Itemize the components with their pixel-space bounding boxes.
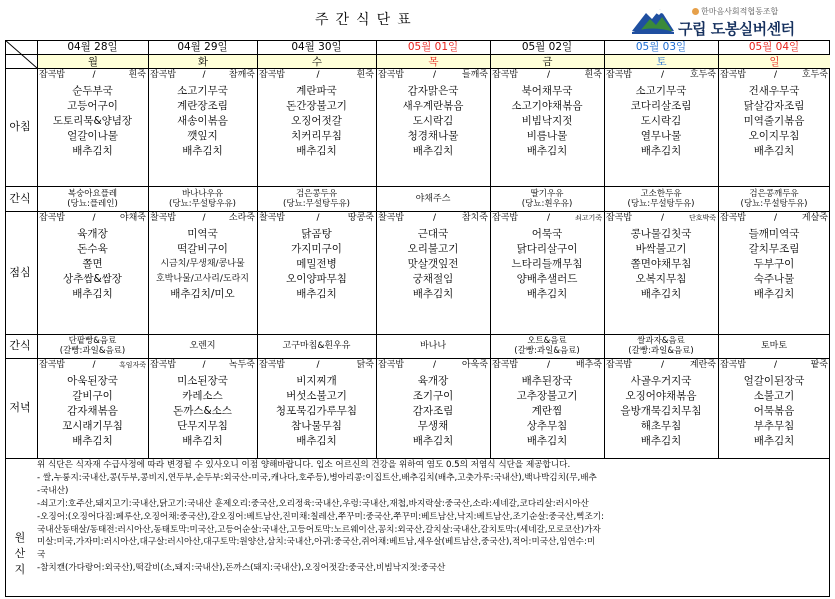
- menu-item: 배추김치: [526, 145, 568, 157]
- menu-item: 아욱된장국: [67, 375, 118, 387]
- day-name: 금: [491, 55, 604, 68]
- menu-item: 버섯소불고기: [286, 390, 347, 402]
- menu-item: 가지미구이: [291, 243, 342, 255]
- rice-label: 잡곡밥: [150, 70, 177, 80]
- slash-separator: /: [92, 360, 96, 370]
- menu-item: 닭다리살구이: [516, 243, 578, 255]
- menu-item: 배추김치: [412, 288, 454, 300]
- menu-item: 도시락김: [412, 115, 454, 127]
- dinner-items: [257, 374, 376, 449]
- slash-separator: /: [774, 360, 778, 370]
- slash-separator: /: [547, 213, 551, 223]
- dinner-items: [604, 374, 718, 449]
- morning-snack: [257, 186, 376, 211]
- menu-item: 건새우무국: [748, 85, 800, 97]
- menu-item: 배추김치: [640, 435, 682, 447]
- menu-item: 오징어젓갈: [291, 115, 342, 127]
- menu-item: 을방개묵김치무침: [620, 405, 702, 417]
- day-date: 04월 29일: [177, 41, 228, 53]
- menu-item: 배추김치: [753, 288, 795, 300]
- day-date: 05월 02일: [521, 41, 573, 53]
- breakfast-items: [718, 84, 830, 159]
- menu-item: 상추무침: [526, 420, 568, 432]
- snack-item: 복숭아요플레: [67, 188, 118, 199]
- center-logo: [630, 3, 830, 37]
- menu-item: 배추김치: [182, 145, 223, 157]
- menu-item: 해초무침: [640, 420, 682, 432]
- rice-label: 찰곡밥: [259, 213, 286, 223]
- menu-item: 갈치무조림: [748, 243, 800, 255]
- slash-separator: /: [774, 213, 778, 223]
- rice-label: 잡곡밥: [378, 360, 405, 370]
- porridge-label: 야채죽: [119, 213, 146, 223]
- menu-item: 쫄면: [82, 258, 103, 270]
- menu-item: 배추김치: [296, 145, 337, 157]
- rice-label: 잡곡밥: [259, 70, 286, 80]
- menu-item: 육개장: [77, 228, 108, 240]
- snack-item: (당뇨:무설탕두유): [283, 198, 350, 209]
- menu-item: 미역국: [187, 228, 218, 240]
- notes-line: 위 식단은 식자재 수급사정에 따라 변경될 수 있사오니 이점 양해바랍니다. 입소 어르신의 건강을 위하여 염도 0.5의 저염식 식단을 제공합니다.: [37, 460, 571, 470]
- slash-separator: /: [433, 360, 437, 370]
- day-name: 화: [149, 55, 257, 68]
- page-title: 주간식단표: [315, 12, 418, 28]
- dinner-header: [39, 359, 146, 372]
- menu-item: 갈비구이: [72, 390, 113, 402]
- slash-separator: /: [92, 213, 96, 223]
- rice-label: 잡곡밥: [492, 70, 519, 80]
- menu-item: 배추김치: [296, 435, 337, 447]
- notes-line: 국내산동태살/동태전:러시아산,동태토막:미국산,고등어순살:국내산,고등어토막:노르웨이산,꽁치:외국산,갈치살:국내산,갈치토막:(세네갈,모로코산)가자: [37, 524, 601, 535]
- slash-separator: /: [202, 70, 206, 80]
- menu-item: 배추김치: [640, 145, 682, 157]
- table-line: [5, 596, 830, 597]
- dinner-items: [718, 374, 830, 449]
- snack-item: (당뇨:무설탕우유): [169, 198, 236, 209]
- menu-item: 비빔낙지젓: [521, 115, 573, 127]
- afternoon-snack: [148, 334, 257, 358]
- breakfast-items: [257, 84, 376, 159]
- dinner-header: [492, 359, 602, 372]
- menu-item: 오복지무침: [635, 273, 687, 285]
- snack-item: (당뇨:무설탕두유): [740, 198, 808, 209]
- menu-item: 메밀전병: [296, 258, 337, 270]
- slash-separator: /: [661, 360, 665, 370]
- dinner-header: [720, 359, 828, 372]
- lunch-items: [604, 227, 718, 302]
- menu-item: 소고기무국: [635, 85, 687, 97]
- menu-item: 배추김치: [412, 145, 454, 157]
- page-header: [0, 0, 835, 40]
- snack-item: (갈빵:과일&음료): [514, 346, 580, 356]
- menu-item: 근대국: [417, 228, 449, 240]
- menu-item: 계란파국: [296, 85, 337, 97]
- afternoon-snack: [490, 334, 604, 358]
- row-label-snack2: 간식: [9, 339, 31, 352]
- rice-label: 잡곡밥: [150, 360, 177, 370]
- slash-separator: /: [92, 70, 96, 80]
- menu-item: 돈간장불고기: [286, 100, 347, 112]
- rice-label: 잡곡밥: [720, 213, 747, 223]
- slash-separator: /: [202, 360, 206, 370]
- rice-label: 잡곡밥: [606, 213, 633, 223]
- snack-item: (당뇨:플레인): [67, 198, 118, 209]
- logo-name: 구립 도봉실버센터: [678, 20, 795, 38]
- menu-item: 소불고기: [753, 390, 795, 402]
- corner-diagonal: [5, 40, 37, 68]
- menu-item: 깻잎지: [187, 130, 218, 142]
- menu-item: 배추김치: [72, 288, 113, 300]
- porridge-label: 쇠고기죽: [574, 214, 602, 222]
- day-date: 05월 04일: [748, 41, 800, 53]
- menu-item: 오이지무침: [748, 130, 800, 142]
- menu-item: 꼬시래기무침: [62, 420, 123, 432]
- slash-separator: /: [202, 213, 206, 223]
- slash-separator: /: [661, 70, 665, 80]
- lunch-header: [378, 212, 488, 225]
- day-name: 수: [258, 55, 376, 68]
- dinner-header: [150, 359, 255, 372]
- menu-item: 숙주나물: [753, 273, 795, 285]
- menu-item: 청포묵김가루무침: [275, 405, 358, 417]
- menu-item: 비지찌개: [296, 375, 337, 387]
- slash-separator: /: [316, 70, 320, 80]
- day-date: 05월 03일: [635, 41, 687, 53]
- porridge-label: 계란죽: [689, 360, 716, 370]
- notes-line: -오징어:(오징어다짐:페루산,오징어채:중국산),갈오징어:베트남산,진미채:칠레산,쭈꾸미:중국산,쭈꾸미:베트남산,낙지:베트남산,조기순살:중국산,삑조기:: [37, 511, 605, 522]
- menu-item: 소고기야채볶음: [511, 100, 583, 112]
- menu-item: 미역줄기볶음: [743, 115, 805, 127]
- snack-item: 고구마칩&흰우유: [282, 341, 351, 351]
- porridge-label: 흑임자죽: [118, 361, 146, 369]
- porridge-label: 단호박죽: [688, 214, 716, 222]
- menu-item: 카레소스: [182, 390, 223, 402]
- menu-item: 배추김치/미오: [170, 288, 235, 300]
- lunch-items: [718, 227, 830, 302]
- menu-item: 소고기무국: [177, 85, 228, 97]
- menu-item: 궁채절임: [412, 273, 454, 285]
- slash-separator: /: [547, 70, 551, 80]
- rice-label: 찰곡밥: [378, 213, 405, 223]
- snack-item: 쌀과자&음료: [637, 336, 685, 346]
- slash-separator: /: [433, 70, 437, 80]
- breakfast-items: [604, 84, 718, 159]
- menu-item: 미소된장국: [177, 375, 228, 387]
- menu-item: 배추김치: [72, 145, 113, 157]
- morning-snack: [604, 186, 718, 211]
- menu-item: 감자조림: [412, 405, 454, 417]
- porridge-label: 참깨죽: [228, 70, 255, 80]
- afternoon-snack: [376, 334, 490, 358]
- snack-item: 검은콩깨두유: [749, 188, 799, 199]
- slash-separator: /: [316, 213, 320, 223]
- row-label-breakfast: 아침: [9, 120, 31, 133]
- menu-item: 계란찜: [531, 405, 563, 417]
- rice-label: 잡곡밥: [720, 360, 747, 370]
- porridge-label: 호두죽: [689, 70, 716, 80]
- day-date: 04월 30일: [291, 41, 342, 53]
- breakfast-header: [492, 69, 602, 82]
- day-date: 05월 01일: [407, 41, 459, 53]
- menu-item: 고추장불고기: [516, 390, 578, 402]
- porridge-label: 들깨죽: [461, 70, 488, 80]
- menu-item: 느타리들깨무침: [511, 258, 583, 270]
- breakfast-header: [39, 69, 146, 82]
- menu-item: 오이양파무침: [286, 273, 347, 285]
- rice-label: 잡곡밥: [720, 70, 747, 80]
- menu-item: 계란장조림: [177, 100, 228, 112]
- rice-label: 잡곡밥: [492, 360, 519, 370]
- menu-item: 감자채볶음: [67, 405, 118, 417]
- snack-item: 오트&음료: [527, 336, 567, 346]
- lunch-items: [257, 227, 376, 302]
- breakfast-header: [259, 69, 374, 82]
- lunch-header: [606, 212, 716, 225]
- morning-snack: [490, 186, 604, 211]
- menu-item: 배추김치: [182, 435, 223, 447]
- menu-item: 새송이볶음: [177, 115, 228, 127]
- rice-label: 잡곡밥: [39, 360, 66, 370]
- porridge-label: 참치죽: [461, 213, 488, 223]
- slash-separator: /: [433, 213, 437, 223]
- morning-snack: [376, 186, 490, 211]
- logo-subtitle: [692, 6, 778, 17]
- menu-item: 닭곰탕: [301, 228, 332, 240]
- menu-item: 돈까스&소스: [173, 405, 232, 417]
- dinner-header: [378, 359, 488, 372]
- snack-item: 딸기우유: [530, 188, 564, 199]
- rice-label: 잡곡밥: [259, 360, 286, 370]
- dinner-header: [259, 359, 374, 372]
- meal-table: [5, 40, 830, 597]
- day-name: 월: [38, 55, 148, 68]
- menu-item: 배추김치: [753, 145, 795, 157]
- row-label-origin: [5, 530, 35, 578]
- menu-item: 배추김치: [526, 435, 568, 447]
- menu-item: 맛살갯잎전: [407, 258, 459, 270]
- porridge-label: 녹두죽: [228, 360, 255, 370]
- notes-line: 국: [37, 550, 46, 561]
- day-name: 목: [377, 55, 490, 68]
- snack-item: (갈빵:과일&음료): [59, 346, 126, 356]
- snack-item: 단팥빵&음료: [68, 336, 117, 346]
- morning-snack: [37, 186, 148, 211]
- day-name: 토: [605, 55, 718, 68]
- morning-snack: [718, 186, 830, 211]
- afternoon-snack: [718, 334, 830, 358]
- menu-item: 부추무침: [753, 420, 795, 432]
- menu-item: 코다리살조림: [630, 100, 692, 112]
- row-label-lunch: 점심: [9, 266, 31, 279]
- menu-item: 사골우거지국: [630, 375, 692, 387]
- lunch-items: [376, 227, 490, 302]
- menu-item: 어묵볶음: [753, 405, 795, 417]
- breakfast-items: [490, 84, 604, 159]
- porridge-label: 호두죽: [801, 70, 828, 80]
- morning-snack: [148, 186, 257, 211]
- porridge-label: 흰죽: [584, 70, 602, 80]
- dinner-header: [606, 359, 716, 372]
- rice-label: 찰곡밥: [150, 213, 177, 223]
- row-label-snack1: 간식: [9, 192, 31, 205]
- menu-item: 바싹불고기: [635, 243, 687, 255]
- notes-line: 미살:미국,가자미:러시아산,대구살:러시아산,대구토막:원양산,삼치:국내산,아귀:중국산,쥐어채:베트남,새우살(베트남산,중국산),적어:미국산,임연수:미: [37, 537, 596, 548]
- menu-item: 어묵국: [531, 228, 563, 240]
- logo-dot-icon: [692, 8, 699, 15]
- porridge-label: 아욱죽: [461, 360, 488, 370]
- menu-item: 육개장: [417, 375, 449, 387]
- porridge-label: 흰죽: [356, 70, 374, 80]
- snack-item: 고소한두유: [640, 188, 682, 199]
- row-label-dinner: 저녁: [9, 401, 31, 414]
- menu-item: 열무나물: [640, 130, 682, 142]
- breakfast-header: [150, 69, 255, 82]
- slash-separator: /: [547, 360, 551, 370]
- menu-item: 단무지무침: [177, 420, 228, 432]
- menu-item: 배추김치: [753, 435, 795, 447]
- breakfast-items: [148, 84, 257, 159]
- lunch-items: [490, 227, 604, 302]
- menu-item: 참나물무침: [291, 420, 342, 432]
- porridge-label: 팥죽: [810, 360, 828, 370]
- day-date: 04월 28일: [67, 41, 118, 53]
- menu-item: 무생채: [417, 420, 449, 432]
- menu-item: 도시락김: [640, 115, 682, 127]
- lunch-header: [720, 212, 828, 225]
- snack-item: 바나나우유: [181, 188, 224, 199]
- dinner-items: [37, 374, 148, 449]
- menu-item: 배추김치: [526, 288, 568, 300]
- rice-label: 잡곡밥: [378, 70, 405, 80]
- menu-item: 콩나물김칫국: [630, 228, 692, 240]
- menu-item: 조기구이: [412, 390, 454, 402]
- snack-item: 토마토: [760, 341, 788, 351]
- rice-label: 잡곡밥: [606, 70, 633, 80]
- slash-separator: /: [316, 360, 320, 370]
- dinner-items: [490, 374, 604, 449]
- lunch-header: [150, 212, 255, 225]
- menu-item: 오징어야채볶음: [625, 390, 697, 402]
- menu-item: 들깨미역국: [748, 228, 800, 240]
- menu-item: 순두부국: [72, 85, 113, 97]
- porridge-label: 게살죽: [801, 213, 828, 223]
- slash-separator: /: [661, 213, 665, 223]
- mountain-logo-icon: [630, 5, 676, 35]
- snack-item: 야채주스: [415, 193, 451, 204]
- porridge-label: 소라죽: [228, 213, 255, 223]
- rice-label: 잡곡밥: [606, 360, 633, 370]
- menu-item: 도토리묵&양념장: [52, 115, 133, 127]
- menu-item: 시금치/무생채/콩나물: [160, 259, 245, 269]
- menu-item: 떡갈비구이: [177, 243, 228, 255]
- menu-item: 오리불고기: [407, 243, 459, 255]
- menu-item: 얼갈이나물: [67, 130, 118, 142]
- origin-notes: [37, 459, 827, 575]
- menu-item: 고등어구이: [67, 100, 118, 112]
- porridge-label: 땅콩죽: [347, 213, 374, 223]
- porridge-label: 닭죽: [356, 360, 374, 370]
- breakfast-items: [37, 84, 148, 159]
- lunch-items: [148, 227, 257, 302]
- notes-line: -참치캔(가다랑어:외국산),떡갈비(소,돼지:국내산),돈까스(돼지:국내산),오징어젓갈:중국산,비빔낙지젓:중국산: [37, 563, 446, 574]
- menu-item: 배추김치: [72, 435, 113, 447]
- lunch-items: [37, 227, 148, 302]
- day-name: 일: [719, 55, 830, 68]
- menu-item: 쫄면야채무침: [630, 258, 692, 270]
- menu-item: 비름나물: [526, 130, 568, 142]
- lunch-header: [259, 212, 374, 225]
- menu-item: 감자맑은국: [407, 85, 459, 97]
- logo-subtitle-text: 한마음사회적협동조합: [701, 7, 779, 16]
- breakfast-header: [720, 69, 828, 82]
- menu-item: 닭살감자조림: [743, 100, 805, 112]
- menu-item: 배추김치: [640, 288, 682, 300]
- rice-label: 잡곡밥: [492, 213, 519, 223]
- porridge-label: 배추죽: [575, 360, 602, 370]
- notes-line: -국내산): [37, 485, 69, 496]
- afternoon-snack: [604, 334, 718, 358]
- rice-label: 잡곡밥: [39, 213, 66, 223]
- menu-item: 양배추샐러드: [516, 273, 578, 285]
- snack-item: 바나나: [419, 341, 447, 351]
- afternoon-snack: [257, 334, 376, 358]
- menu-item: 배추김치: [296, 288, 337, 300]
- breakfast-items: [376, 84, 490, 159]
- menu-item: 치커리무침: [291, 130, 342, 142]
- porridge-label: 흰죽: [128, 70, 146, 80]
- menu-item: 호박나물/고사리/도라지: [155, 274, 249, 284]
- origin-label-char: 원: [14, 531, 26, 544]
- menu-item: 북어채무국: [521, 85, 573, 97]
- dinner-items: [376, 374, 490, 449]
- snack-item: 오렌지: [189, 341, 216, 351]
- breakfast-header: [606, 69, 716, 82]
- afternoon-snack: [37, 334, 148, 358]
- menu-item: 돈수육: [77, 243, 108, 255]
- slash-separator: /: [774, 70, 778, 80]
- menu-item: 새우계란볶음: [402, 100, 464, 112]
- snack-item: (갈빵:과일&음료): [628, 346, 694, 356]
- menu-item: 배추김치: [412, 435, 454, 447]
- lunch-header: [39, 212, 146, 225]
- menu-item: 청경채나물: [407, 130, 459, 142]
- lunch-header: [492, 212, 602, 225]
- dinner-items: [148, 374, 257, 449]
- snack-item: (당뇨:흰우유): [521, 198, 573, 209]
- menu-item: 배추된장국: [521, 375, 573, 387]
- notes-line: - 쌀,누룽지:국내산,콩(두부,콩비지,연두부,순두부:외국산-미국,캐나다,호주등),병아리콩:이집트산,배추김치(배추,고춧가루:국내산),백나박김치(무,배추: [37, 472, 597, 483]
- origin-label-char: 지: [14, 563, 26, 576]
- breakfast-header: [378, 69, 488, 82]
- snack-item: 검은콩두유: [295, 188, 338, 199]
- rice-label: 잡곡밥: [39, 70, 66, 80]
- menu-item: 두부구이: [753, 258, 795, 270]
- snack-item: (당뇨:무설탕두유): [627, 198, 695, 209]
- menu-item: 얼갈이된장국: [743, 375, 805, 387]
- notes-line: -쇠고기:호주산,돼지고기:국내산,닭고기:국내산 훈제오리:중국산,오리정육:국내산,우렁:국내산,재첩,바지락살:중국산,소라:세네갈,코다리살:러시아산: [37, 498, 589, 509]
- menu-item: 상추쌈&쌈장: [63, 273, 122, 285]
- origin-label-char: 산: [14, 547, 26, 560]
